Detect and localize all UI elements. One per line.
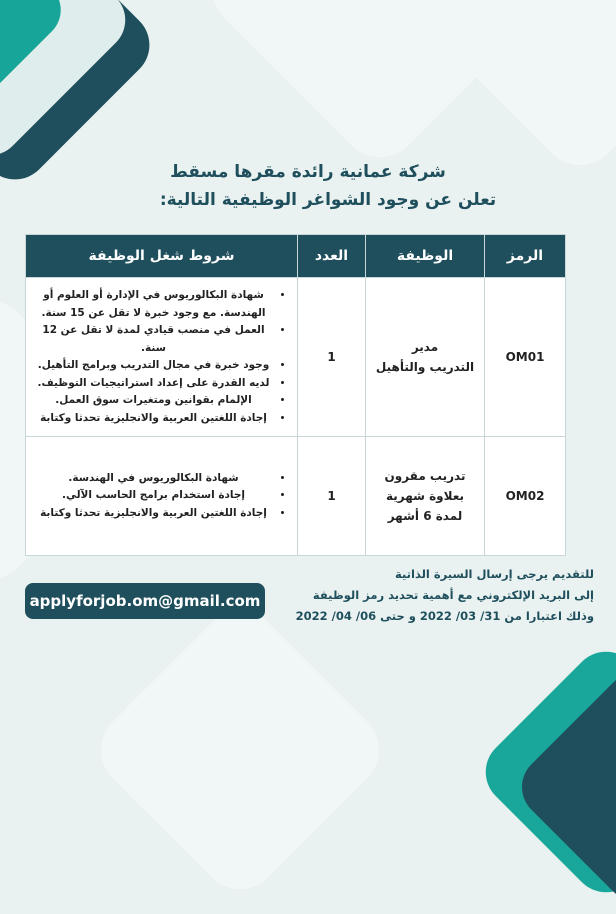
- table-header-row: [26, 235, 566, 278]
- job-count: 1: [298, 437, 366, 556]
- table-row: [26, 437, 566, 556]
- job-title: [366, 437, 485, 556]
- condition-item: • وجود خبرة في مجال التدريب وبرامج التأهيل.: [36, 357, 271, 375]
- background-shape: [84, 594, 395, 905]
- job-code: OM01: [485, 278, 566, 437]
- job-title-line: بعلاوة شهرية: [385, 489, 465, 503]
- condition-item: • العمل في منصب قيادي لمدة لا تقل عن 12 سنة.: [36, 322, 271, 357]
- job-conditions: [26, 437, 298, 556]
- job-count: 1: [298, 278, 366, 437]
- header-count: العدد: [298, 235, 366, 278]
- condition-item: • إجادة اللغتين العربية والانجليزية تحدثا وكتابة: [36, 505, 271, 523]
- job-title-line: تدريب مقرون: [384, 469, 466, 483]
- condition-item: • إجادة اللغتين العربية والانجليزية تحدثا وكتابة: [36, 410, 271, 428]
- job-title: [366, 278, 485, 437]
- table-row: [26, 278, 566, 437]
- job-title-line: لمدة 6 أشهر: [387, 509, 463, 523]
- instructions-line: للتقديم يرجى إرسال السيرة الذاتية: [395, 567, 594, 581]
- condition-item: • لديه القدرة على إعداد استراتيجيات التوظيف.: [36, 375, 271, 393]
- instructions-line: إلى البريد الإلكتروني مع أهمية تحديد رمز الوظيفة: [312, 588, 594, 602]
- job-title-line: التدريب والتأهيل: [375, 360, 475, 374]
- job-title-line: مدير: [411, 340, 439, 354]
- title-line-1: شركة عمانية رائدة مقرها مسقط: [170, 162, 446, 182]
- header-job: الوظيفة: [366, 235, 485, 278]
- condition-item: • شهادة البكالوريوس في الإدارة أو العلوم أو الهندسة. مع وجود خبرة لا تقل عن 15 سنة.: [36, 287, 271, 322]
- condition-item: • الإلمام بقوانين ومتغيرات سوق العمل.: [36, 392, 271, 410]
- condition-item: • إجادة استخدام برامج الحاسب الآلي.: [36, 487, 271, 505]
- application-instructions: [254, 564, 594, 627]
- vacancies-table: [25, 234, 566, 556]
- title-line-2: تعلن عن وجود الشواغر الوظيفية التالية:: [159, 190, 497, 210]
- page-title: [0, 158, 616, 214]
- instructions-line: وذلك اعتبارا من 31/ 03/ 2022 و حتى 06/ 04/ 2022: [295, 609, 594, 623]
- header-code: الرمز: [485, 235, 566, 278]
- job-conditions: [26, 278, 298, 437]
- header-conditions: شروط شغل الوظيفة: [26, 235, 298, 278]
- email-address[interactable]: applyforjob.om@gmail.com: [25, 583, 265, 619]
- job-code: OM02: [485, 437, 566, 556]
- condition-item: • شهادة البكالوريوس في الهندسة.: [36, 470, 271, 488]
- background-shape: [439, 0, 616, 181]
